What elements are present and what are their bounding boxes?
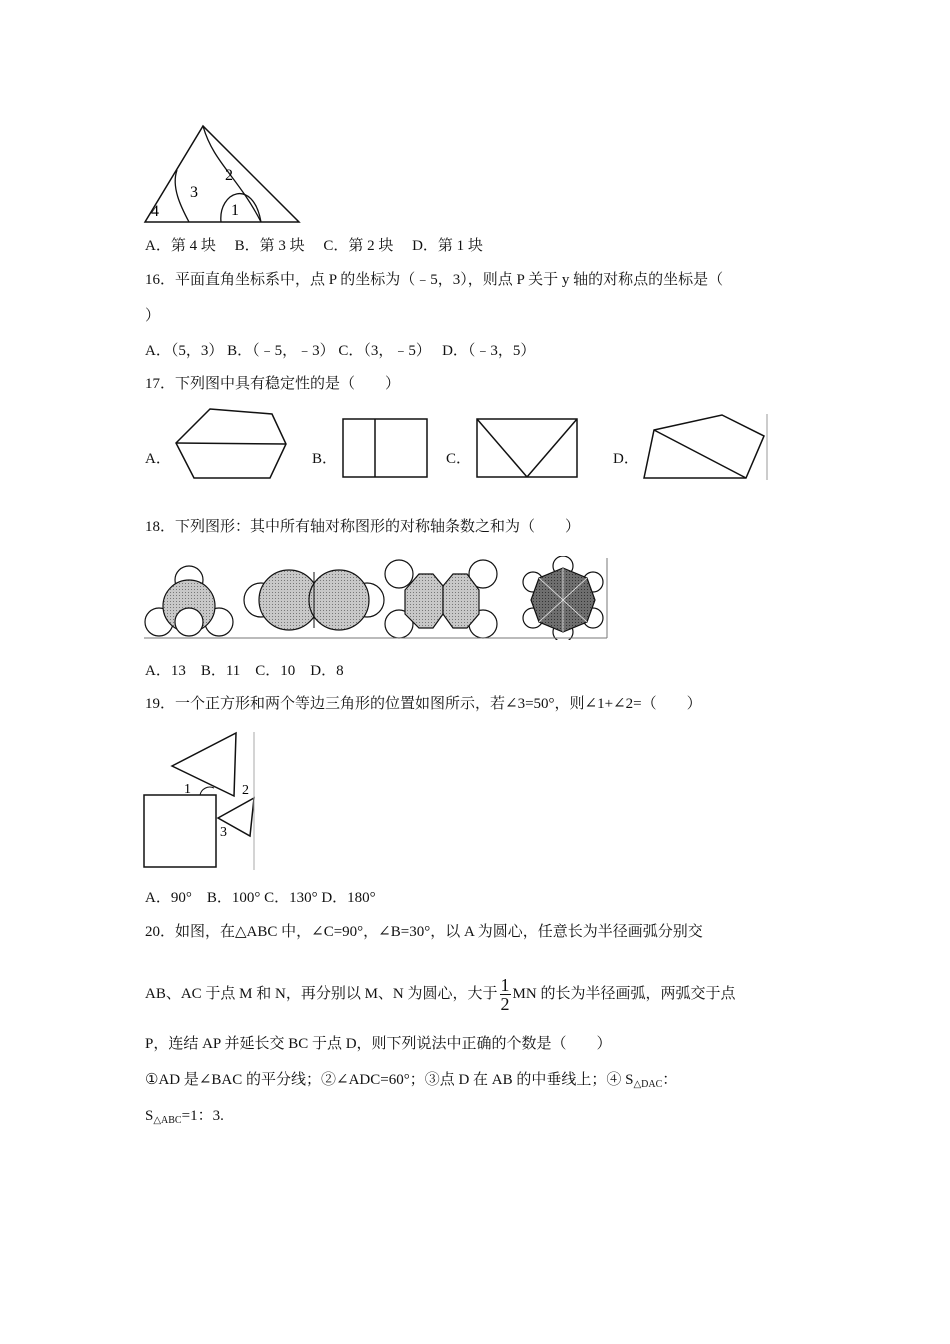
q20-line1: 20．如图，在△ABC 中，∠C=90°，∠B=30°，以 A 为圆心，任意长为半径画弧分别交	[145, 924, 703, 940]
q18-shapes-figure	[143, 556, 609, 640]
q20-line5	[145, 1106, 224, 1131]
q19-stem: 19．一个正方形和两个等边三角形的位置如图所示，若∠3=50°，则∠1+∠2=（ ）	[145, 696, 702, 712]
q16-options: A．（5，3） B．（﹣5，﹣3） C．（3，﹣5） D．（﹣3，5）	[145, 343, 536, 359]
q20-line4-b: ：	[662, 1072, 678, 1088]
q20-line4-a: ①AD 是∠BAC 的平分线；②∠ADC=60°；③点 D 在 AB 的中垂线上；④ S	[145, 1072, 634, 1088]
angle-label-1: 1	[184, 782, 191, 797]
q17-rectangle-v-figure	[474, 416, 584, 482]
angle-label-3: 3	[220, 825, 227, 840]
q20-line5-sub: △ABC	[153, 1115, 182, 1126]
region-label-2: 2	[225, 167, 233, 184]
q18-options: A．13 B．11 C．10 D．8	[145, 663, 344, 679]
q17-label-a: A．	[145, 451, 171, 467]
q17-label-b: B．	[312, 451, 338, 467]
q19-options: A．90° B．100° C．130° D．180°	[145, 890, 376, 906]
region-label-1: 1	[231, 202, 239, 219]
q16-stem: 16．平面直角坐标系中，点 P 的坐标为（﹣5，3），则点 P 关于 y 轴的对称点的坐标是（	[145, 272, 724, 288]
q17-hexagon-figure	[172, 406, 290, 482]
angle-label-2: 2	[242, 783, 249, 798]
q18-stem: 18．下列图形：其中所有轴对称图形的对称轴条数之和为（ ）	[145, 519, 581, 535]
q20-line2-a: AB、AC 于点 M 和 N，再分别以 M、N 为圆心，大于	[145, 986, 498, 1002]
q20-line2	[145, 976, 735, 1013]
q16-stem-end: ）	[145, 308, 161, 324]
fraction-numerator: 1	[500, 975, 510, 996]
q17-stem: 17．下列图中具有稳定性的是（ ）	[145, 376, 401, 392]
region-label-3: 3	[190, 184, 198, 201]
q19-square-triangles-figure	[142, 730, 258, 872]
q20-line4-sub: △DAC	[633, 1079, 663, 1090]
q17-rectangle-split-figure	[340, 416, 432, 482]
fraction-denominator: 2	[500, 994, 510, 1015]
q20-line3: P，连结 AP 并延长交 BC 于点 D，则下列说法中正确的个数是（ ）	[145, 1036, 612, 1052]
region-label-4: 4	[151, 203, 159, 220]
q20-line5-b: =1：3.	[181, 1108, 224, 1124]
q15-triangle-figure	[143, 122, 303, 226]
q17-label-d: D．	[613, 451, 639, 467]
q17-label-c: C．	[446, 451, 472, 467]
q20-line5-a: S	[145, 1108, 154, 1124]
q20-line4	[145, 1070, 677, 1095]
half-fraction	[500, 976, 511, 1013]
q15-options: A．第 4 块 B．第 3 块 C．第 2 块 D．第 1 块	[145, 238, 483, 254]
q17-pentagon-figure	[640, 410, 772, 484]
q20-line2-b: MN 的长为半径画弧，两弧交于点	[512, 986, 736, 1002]
